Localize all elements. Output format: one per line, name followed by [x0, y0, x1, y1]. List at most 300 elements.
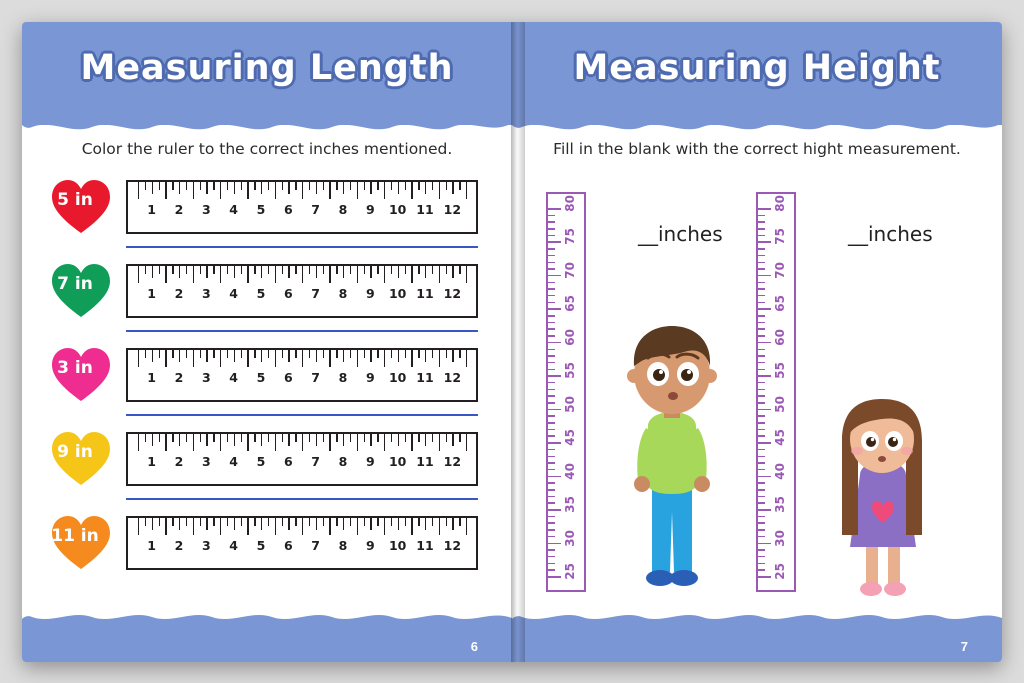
scale-tick-minor: [548, 395, 555, 397]
scale-tick-minor: [758, 522, 765, 524]
ruler-tick-minor: [446, 266, 447, 274]
ruler-tick-minor: [268, 266, 269, 274]
scale-tick-minor: [758, 529, 765, 531]
scale-number: 60: [773, 328, 787, 346]
ruler-tick-major: [439, 434, 440, 451]
ruler-tick-minor: [186, 350, 187, 358]
scale-tick-minor: [548, 389, 555, 391]
ruler-tick-major: [193, 518, 194, 535]
scale-tick-minor: [758, 295, 765, 297]
ruler-tick-minor: [241, 350, 242, 358]
boy-figure: [608, 322, 738, 607]
ruler-tick-minor: [336, 182, 337, 190]
scale-tick-minor: [548, 322, 555, 324]
ruler-number: 3: [201, 286, 211, 301]
ruler-tick-major: [275, 350, 276, 367]
ruler-tick-minor: [370, 518, 371, 530]
scale-tick-major: [548, 442, 561, 444]
ruler-graphic[interactable]: [126, 348, 478, 402]
ruler-tick-major: [357, 266, 358, 283]
ruler-tick-minor: [282, 518, 283, 526]
ruler-tick-minor: [200, 518, 201, 526]
scale-tick-minor: [548, 402, 555, 404]
ruler-tick-minor: [425, 518, 426, 530]
ruler-tick-major: [411, 518, 412, 535]
scale-tick-major: [548, 409, 561, 411]
ruler-tick-minor: [159, 182, 160, 190]
ruler-number: 12: [443, 370, 462, 385]
ruler-tick-minor: [377, 350, 378, 358]
scale-tick-minor: [758, 328, 765, 330]
ruler-tick-major: [275, 434, 276, 451]
scale-tick-minor: [548, 502, 555, 504]
ruler-tick-major: [247, 350, 248, 367]
ruler-tick-minor: [343, 434, 344, 446]
scale-tick-minor: [758, 248, 765, 250]
ruler-tick-major: [411, 266, 412, 283]
scale-number: 35: [773, 496, 787, 513]
scale-tick-major: [548, 476, 561, 478]
ruler-tick-minor: [200, 350, 201, 358]
scale-tick-major: [758, 375, 771, 377]
scale-tick-minor: [548, 435, 555, 437]
ruler-tick-minor: [459, 182, 460, 190]
ruler-tick-major: [384, 350, 385, 367]
ruler-tick-major: [138, 518, 139, 535]
scale-tick-minor: [758, 516, 765, 518]
ruler-tick-minor: [398, 182, 399, 194]
scale-tick-major: [548, 576, 561, 578]
scale-tick-major: [758, 543, 771, 545]
scale-tick-minor: [758, 255, 765, 257]
scale-tick-minor: [758, 462, 765, 464]
scale-number: 25: [563, 563, 577, 580]
ruler-tick-minor: [309, 182, 310, 190]
scale-number: 30: [773, 529, 787, 547]
ruler-tick-minor: [432, 266, 433, 274]
ruler-tick-minor: [288, 518, 289, 530]
scale-tick-minor: [548, 349, 555, 351]
scale-number: 65: [773, 295, 787, 313]
ruler-tick-minor: [446, 350, 447, 358]
ruler-number: 8: [338, 286, 348, 301]
ruler-graphic[interactable]: [126, 264, 478, 318]
scale-tick-major: [548, 543, 561, 545]
scale-tick-minor: [548, 496, 555, 498]
ruler-tick-minor: [459, 266, 460, 274]
instruction-left: Color the ruler to the correct inches mentioned.: [81, 140, 453, 158]
scale-tick-minor: [758, 395, 765, 397]
scale-tick-minor: [548, 429, 555, 431]
scale-tick-major: [758, 576, 771, 578]
scale-tick-minor: [548, 462, 555, 464]
ruler-number: 11: [416, 538, 434, 553]
ruler-tick-minor: [364, 434, 365, 442]
scale-tick-minor: [548, 235, 555, 237]
measure-label: 3 in: [57, 358, 93, 378]
ruler-tick-minor: [227, 266, 228, 274]
ruler-tick-minor: [350, 350, 351, 358]
ruler-tick-minor: [234, 266, 235, 278]
ruler-tick-minor: [179, 182, 180, 194]
scale-tick-minor: [548, 482, 555, 484]
scale-tick-major: [758, 308, 771, 310]
scale-tick-minor: [758, 268, 765, 270]
ruler-tick-major: [302, 266, 303, 283]
ruler-tick-minor: [343, 266, 344, 278]
ruler-tick-minor: [391, 434, 392, 442]
ruler-tick-minor: [152, 518, 153, 530]
ruler-tick-minor: [241, 182, 242, 190]
scale-tick-minor: [758, 449, 765, 451]
ruler-tick-minor: [350, 434, 351, 442]
ruler-tick-minor: [323, 350, 324, 358]
row-divider: [126, 330, 478, 332]
ruler-number: 2: [174, 286, 184, 301]
ruler-graphic[interactable]: [126, 180, 478, 234]
scale-tick-minor: [548, 382, 555, 384]
ruler-ticks: [128, 434, 476, 456]
scale-number: 50: [563, 395, 577, 413]
ruler-number: 8: [338, 202, 348, 217]
scale-tick-minor: [758, 469, 765, 471]
scale-tick-minor: [548, 282, 555, 284]
ruler-number: 4: [229, 286, 239, 301]
ruler-tick-minor: [295, 266, 296, 274]
instruction-right: Fill in the blank with the correct hight measurement.: [553, 140, 961, 158]
ruler-number: 12: [443, 454, 462, 469]
ruler-tick-major: [439, 350, 440, 367]
ruler-tick-minor: [172, 182, 173, 190]
scale-tick-minor: [758, 262, 765, 264]
ruler-tick-minor: [186, 182, 187, 190]
scale-tick-minor: [548, 221, 555, 223]
scale-tick-major: [758, 208, 771, 210]
ruler-tick-minor: [145, 518, 146, 526]
ruler-number: 10: [388, 202, 407, 217]
ruler-tick-minor: [391, 182, 392, 190]
ruler-tick-minor: [316, 350, 317, 362]
ruler-number: 3: [201, 538, 211, 553]
ruler-tick-minor: [418, 518, 419, 526]
ruler-tick-minor: [213, 434, 214, 442]
answer-blank-1[interactable]: __inches: [638, 222, 723, 246]
ruler-number: 10: [388, 454, 407, 469]
ruler-tick-minor: [446, 434, 447, 442]
measure-label: 5 in: [57, 190, 93, 210]
scale-tick-minor: [758, 556, 765, 558]
ruler-tick-minor: [241, 518, 242, 526]
ruler-tick-minor: [336, 266, 337, 274]
ruler-tick-major: [138, 350, 139, 367]
scale-tick-minor: [758, 482, 765, 484]
ruler-tick-minor: [452, 266, 453, 278]
ruler-tick-minor: [398, 266, 399, 278]
ruler-tick-minor: [159, 434, 160, 442]
ruler-tick-minor: [343, 518, 344, 530]
scale-tick-minor: [758, 235, 765, 237]
ruler-tick-major: [165, 266, 166, 283]
ruler-tick-minor: [288, 434, 289, 446]
ruler-tick-minor: [370, 266, 371, 278]
ruler-tick-major: [411, 182, 412, 199]
scale-tick-minor: [758, 389, 765, 391]
ruler-tick-minor: [323, 434, 324, 442]
ruler-tick-minor: [425, 182, 426, 194]
ruler-tick-minor: [179, 518, 180, 530]
scale-tick-minor: [758, 221, 765, 223]
scale-tick-minor: [548, 449, 555, 451]
ruler-tick-minor: [268, 350, 269, 358]
scale-tick-minor: [758, 489, 765, 491]
ruler-tick-minor: [179, 434, 180, 446]
scale-tick-major: [758, 442, 771, 444]
ruler-tick-major: [165, 182, 166, 199]
ruler-number: 7: [311, 202, 321, 217]
scale-number: 25: [773, 563, 787, 580]
ruler-tick-major: [439, 182, 440, 199]
scale-tick-minor: [758, 349, 765, 351]
ruler-tick-minor: [234, 518, 235, 530]
ruler-tick-minor: [418, 182, 419, 190]
ruler-number: 4: [229, 454, 239, 469]
ruler-tick-major: [193, 182, 194, 199]
ruler-tick-minor: [152, 266, 153, 278]
ruler-number: 8: [338, 538, 348, 553]
ruler-tick-minor: [405, 350, 406, 358]
scale-number: 40: [563, 462, 577, 480]
ruler-tick-minor: [206, 182, 207, 194]
ruler-tick-minor: [241, 434, 242, 442]
ruler-tick-minor: [152, 182, 153, 194]
table-row: [44, 510, 494, 594]
ruler-tick-minor: [323, 182, 324, 190]
scale-tick-minor: [548, 302, 555, 304]
ruler-tick-minor: [261, 434, 262, 446]
ruler-tick-minor: [159, 518, 160, 526]
ruler-number: 4: [229, 538, 239, 553]
ruler-tick-minor: [261, 518, 262, 530]
ruler-tick-minor: [261, 182, 262, 194]
ruler-number: 1: [147, 202, 157, 217]
ruler-tick-major: [193, 350, 194, 367]
scale-tick-minor: [548, 335, 555, 337]
scale-tick-minor: [548, 369, 555, 371]
answer-blank-2[interactable]: __inches: [848, 222, 933, 246]
scale-tick-minor: [548, 563, 555, 565]
ruler-tick-minor: [452, 350, 453, 362]
scale-tick-minor: [758, 355, 765, 357]
scale-tick-minor: [548, 295, 555, 297]
ruler-tick-major: [357, 182, 358, 199]
ruler-tick-minor: [200, 182, 201, 190]
ruler-tick-major: [275, 518, 276, 535]
ruler-graphic[interactable]: [126, 516, 478, 570]
scale-number: 40: [773, 462, 787, 480]
scale-number: 60: [563, 328, 577, 346]
scale-tick-minor: [758, 569, 765, 571]
ruler-tick-major: [357, 518, 358, 535]
scale-tick-minor: [758, 496, 765, 498]
scale-number: 50: [773, 395, 787, 413]
ruler-tick-minor: [425, 434, 426, 446]
ruler-tick-minor: [159, 350, 160, 358]
scale-tick-minor: [548, 569, 555, 571]
scale-tick-major: [548, 342, 561, 344]
scale-tick-minor: [548, 489, 555, 491]
ruler-tick-major: [357, 434, 358, 451]
scale-tick-minor: [548, 328, 555, 330]
ruler-tick-major: [384, 182, 385, 199]
ruler-number: 11: [416, 202, 434, 217]
ruler-tick-minor: [425, 266, 426, 278]
scale-number: 65: [563, 295, 577, 313]
ruler-tick-minor: [405, 518, 406, 526]
table-row: [44, 426, 494, 510]
scale-tick-minor: [758, 563, 765, 565]
ruler-tick-minor: [452, 434, 453, 446]
ruler-tick-major: [439, 266, 440, 283]
scale-tick-minor: [548, 415, 555, 417]
ruler-tick-minor: [370, 350, 371, 362]
scale-tick-minor: [548, 536, 555, 538]
ruler-tick-minor: [206, 266, 207, 278]
ruler-tick-major: [329, 266, 330, 283]
ruler-tick-minor: [309, 350, 310, 358]
ruler-tick-major: [247, 434, 248, 451]
ruler-tick-minor: [316, 518, 317, 530]
ruler-tick-minor: [316, 182, 317, 194]
scale-number: 55: [773, 362, 787, 379]
ruler-tick-minor: [213, 182, 214, 190]
ruler-number: 12: [443, 286, 462, 301]
ruler-number: 5: [256, 202, 266, 217]
ruler-tick-minor: [254, 434, 255, 442]
ruler-tick-minor: [172, 518, 173, 526]
ruler-tick-major: [275, 182, 276, 199]
ruler-number: 9: [365, 538, 375, 553]
scale-tick-minor: [548, 248, 555, 250]
ruler-tick-minor: [405, 266, 406, 274]
vertical-ruler[interactable]: [546, 192, 586, 592]
ruler-tick-minor: [145, 266, 146, 274]
scale-tick-minor: [758, 369, 765, 371]
ruler-tick-minor: [452, 518, 453, 530]
ruler-tick-minor: [227, 518, 228, 526]
ruler-tick-minor: [206, 518, 207, 530]
ruler-tick-minor: [295, 350, 296, 358]
ruler-tick-minor: [288, 182, 289, 194]
ruler-tick-minor: [206, 350, 207, 362]
ruler-numbers: [128, 202, 476, 228]
ruler-ticks: [128, 266, 476, 288]
scale-tick-minor: [548, 549, 555, 551]
measure-label: 11 in: [51, 526, 99, 546]
measure-label: 9 in: [57, 442, 93, 462]
ruler-numbers: [128, 286, 476, 312]
ruler-tick-minor: [364, 266, 365, 274]
ruler-tick-minor: [364, 518, 365, 526]
ruler-tick-minor: [288, 350, 289, 362]
ruler-tick-major: [220, 350, 221, 367]
ruler-tick-major: [138, 434, 139, 451]
page-title-right: Measuring Height: [573, 48, 941, 88]
ruler-tick-major: [220, 434, 221, 451]
ruler-tick-minor: [309, 518, 310, 526]
ruler-tick-major: [466, 434, 467, 451]
ruler-tick-minor: [398, 518, 399, 530]
scale-tick-major: [548, 375, 561, 377]
ruler-number: 1: [147, 286, 157, 301]
ruler-tick-minor: [377, 266, 378, 274]
ruler-tick-minor: [459, 518, 460, 526]
ruler-tick-minor: [432, 182, 433, 190]
ruler-tick-major: [247, 266, 248, 283]
ruler-number: 10: [388, 370, 407, 385]
ruler-tick-minor: [398, 350, 399, 362]
scale-tick-minor: [548, 422, 555, 424]
ruler-numbers: [128, 454, 476, 480]
ruler-graphic[interactable]: [126, 432, 478, 486]
scale-number: 80: [563, 195, 577, 212]
ruler-tick-major: [302, 182, 303, 199]
ruler-number: 2: [174, 454, 184, 469]
scale-tick-minor: [548, 255, 555, 257]
ruler-tick-minor: [234, 434, 235, 446]
ruler-tick-major: [329, 518, 330, 535]
ruler-number: 6: [283, 370, 293, 385]
ruler-tick-minor: [364, 350, 365, 358]
ruler-number: 10: [388, 286, 407, 301]
table-row: [44, 258, 494, 342]
scale-number: 70: [563, 261, 577, 279]
scale-tick-minor: [548, 456, 555, 458]
ruler-tick-minor: [336, 350, 337, 358]
row-divider: [126, 246, 478, 248]
ruler-tick-minor: [309, 434, 310, 442]
ruler-number: 1: [147, 370, 157, 385]
ruler-tick-minor: [241, 266, 242, 274]
scale-tick-minor: [548, 288, 555, 290]
ruler-ticks: [128, 182, 476, 204]
ruler-tick-minor: [309, 266, 310, 274]
ruler-tick-minor: [200, 266, 201, 274]
vertical-ruler[interactable]: [756, 192, 796, 592]
ruler-tick-major: [165, 434, 166, 451]
ruler-tick-minor: [145, 434, 146, 442]
ruler-numbers: [128, 538, 476, 564]
ruler-tick-minor: [206, 434, 207, 446]
scale-number: 55: [563, 362, 577, 379]
ruler-number: 3: [201, 202, 211, 217]
ruler-number: 5: [256, 454, 266, 469]
ruler-tick-minor: [343, 350, 344, 362]
scale-tick-minor: [548, 556, 555, 558]
ruler-tick-minor: [261, 266, 262, 278]
row-divider: [126, 498, 478, 500]
scale-tick-minor: [548, 516, 555, 518]
ruler-tick-minor: [159, 266, 160, 274]
scale-tick-minor: [758, 402, 765, 404]
ruler-number: 9: [365, 286, 375, 301]
ruler-tick-major: [138, 182, 139, 199]
ruler-tick-minor: [213, 350, 214, 358]
scale-tick-minor: [548, 268, 555, 270]
scale-tick-major: [758, 241, 771, 243]
ruler-tick-minor: [405, 434, 406, 442]
scale-tick-major: [548, 208, 561, 210]
ruler-number: 2: [174, 538, 184, 553]
